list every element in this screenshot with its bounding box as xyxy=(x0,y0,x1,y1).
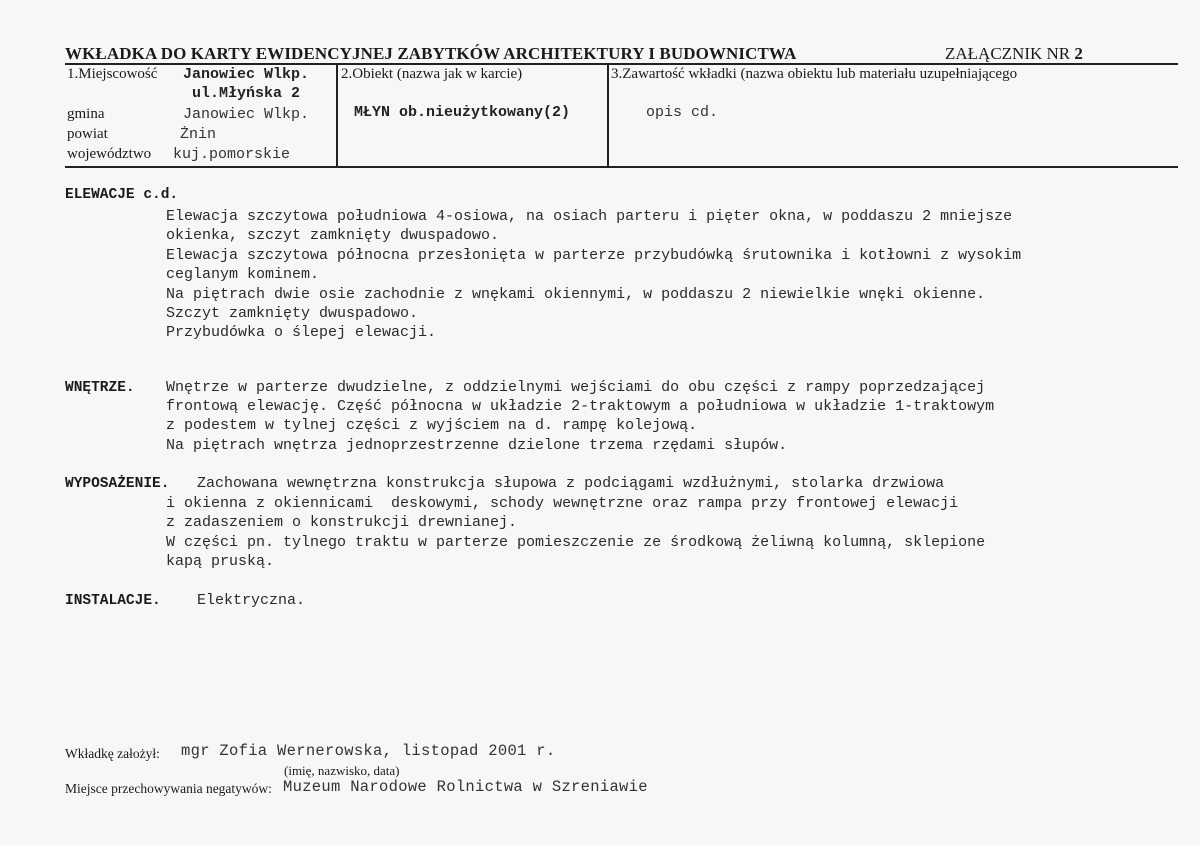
locality-value-line1: Janowiec Wlkp. xyxy=(183,66,310,83)
author-caption: (imię, nazwisko, data) xyxy=(284,763,400,778)
text-line: Elewacja szczytowa południowa 4-osiowa, na osiach parteru i pięter okna, w poddaszu 2 mniejsze xyxy=(166,208,1013,225)
text-line: Elewacja szczytowa północna przesłonięta w parterze przybudówką śrutownika i kotłowni z wysokim xyxy=(166,246,1022,264)
text-line: W części pn. tylnego traktu w parterze pomieszczenie ze środkową żeliwną kolumną, sklepione xyxy=(166,533,986,551)
powiat-value: Żnin xyxy=(180,126,217,143)
contents-value: opis cd. xyxy=(646,104,719,121)
powiat-label: powiat xyxy=(67,126,108,142)
section-body-wyposazenie xyxy=(166,494,985,572)
wojewodztwo-value: kuj.pomorskie xyxy=(173,146,291,163)
section-heading-wyposazenie: WYPOSAŻENIE. xyxy=(65,476,170,492)
storage-label: Miejsce przechowywania negatywów: xyxy=(65,781,272,796)
author-label: Wkładkę założył: xyxy=(65,746,160,761)
text-line: Zachowana wewnętrzna konstrukcja słupowa z podciągami wzdłużnymi, stolarka drzwiowa xyxy=(197,475,945,492)
text-line: Szczyt zamknięty dwuspadowo. xyxy=(166,305,419,323)
locality-value-line2: ul.Młyńska 2 xyxy=(192,85,301,102)
contents-label: 3.Zawartość wkładki (nazwa obiektu lub materiału uzupełniającego xyxy=(611,66,1018,82)
section-heading-instalacje: INSTALACJE. xyxy=(65,593,161,609)
box-top-rule xyxy=(65,63,1178,65)
text-line: Wnętrze w parterze dwudzielne, z oddzielnymi wejściami do obu części z rampy poprzedzającej xyxy=(166,379,986,396)
box-divider-1 xyxy=(336,63,338,167)
object-label: 2.Obiekt (nazwa jak w karcie) xyxy=(341,66,523,82)
section-first-line-wyposazenie xyxy=(197,474,944,493)
gmina-label: gmina xyxy=(67,106,105,122)
section-body-elewacje xyxy=(166,207,1021,343)
section-first-line-wnetrze xyxy=(166,378,985,397)
section-heading-wnetrze: WNĘTRZE. xyxy=(65,380,135,396)
text-line: Elektryczna. xyxy=(197,592,306,609)
author-value: mgr Zofia Wernerowska, listopad 2001 r. xyxy=(181,742,556,760)
annex-number-value: 2 xyxy=(1074,44,1083,63)
locality-label: 1.Miejscowość xyxy=(67,66,158,82)
wojewodztwo-label: województwo xyxy=(67,146,152,162)
text-line: Na piętrach wnętrza jednoprzestrzenne dzielone trzema rzędami słupów. xyxy=(166,436,788,454)
box-divider-2 xyxy=(607,63,609,167)
text-line: i okienna z okiennicami deskowymi, schody wewnętrzne oraz rampa przy frontowej elewacji xyxy=(166,495,959,512)
section-body-wnetrze xyxy=(166,397,994,455)
gmina-value: Janowiec Wlkp. xyxy=(183,106,310,123)
object-value: MŁYN ob.nieużytkowany(2) xyxy=(354,104,571,121)
text-line: kapą pruską. xyxy=(166,553,275,571)
text-line: Przybudówka o ślepej elewacji. xyxy=(166,324,437,342)
section-body-instalacje xyxy=(197,591,305,610)
text-line: z zadaszeniem o konstrukcji drewnianej. xyxy=(166,514,518,532)
storage-value: Muzeum Narodowe Rolnictwa w Szreniawie xyxy=(283,778,648,796)
text-line: z podestem w tylnej części z wyjściem na d. rampę kolejową. xyxy=(166,417,698,435)
text-line: frontową elewację. Część północna w układzie 2-traktowym a południowa w układzie 1-traktowym xyxy=(166,398,995,415)
annex-number xyxy=(945,44,1083,64)
text-line: Na piętrach dwie osie zachodnie z wnękami okiennymi, w poddaszu 2 niewielkie wnęki okienne. xyxy=(166,285,986,303)
text-line: okienka, szczyt zamknięty dwuspadowo. xyxy=(166,227,500,245)
box-bottom-rule xyxy=(65,166,1178,168)
annex-label: ZAŁĄCZNIK NR xyxy=(945,44,1071,63)
section-heading-elewacje: ELEWACJE c.d. xyxy=(65,187,179,203)
document-title: WKŁADKA DO KARTY EWIDENCYJNEJ ZABYTKÓW ARCHITEKTURY I BUDOWNICTWA xyxy=(65,44,797,63)
text-line: ceglanym kominem. xyxy=(166,266,320,284)
